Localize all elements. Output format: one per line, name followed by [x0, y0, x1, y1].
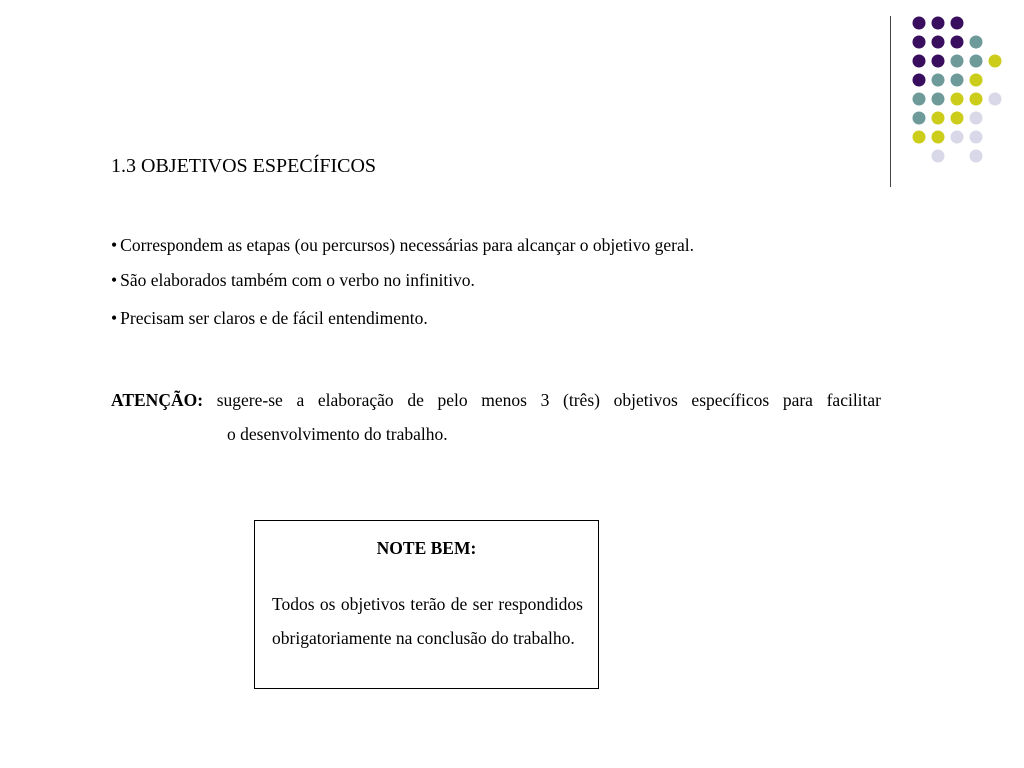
decorative-dot: [913, 36, 926, 49]
decorative-dot: [913, 55, 926, 68]
bullet-text: Precisam ser claros e de fácil entendimento.: [120, 308, 428, 328]
decorative-dot: [932, 36, 945, 49]
decorative-dot: [951, 36, 964, 49]
decorative-dot: [951, 74, 964, 87]
decorative-dot: [970, 93, 983, 106]
decorative-dot: [913, 74, 926, 87]
decorative-dot: [913, 112, 926, 125]
decorative-dot: [913, 17, 926, 30]
decorative-dot: [951, 112, 964, 125]
decorative-dot: [932, 74, 945, 87]
note-body: Todos os objetivos terão de ser respondidos obrigatoriamente na conclusão do trabalho.: [272, 594, 583, 648]
section-heading: 1.3 OBJETIVOS ESPECÍFICOS: [111, 155, 377, 177]
note-title: NOTE BEM:: [376, 538, 477, 558]
decorative-dot: [970, 36, 983, 49]
decorative-dot-grid: [900, 12, 1010, 172]
attention-label: ATENÇÃO:: [111, 390, 204, 410]
decorative-dot: [932, 131, 945, 144]
decorative-dot: [913, 93, 926, 106]
bullet-text: Correspondem as etapas (ou percursos) necessárias para alcançar o objetivo geral.: [120, 235, 694, 255]
decorative-dot: [913, 131, 926, 144]
decorative-dot: [932, 150, 945, 163]
bullet-item: [111, 270, 475, 291]
attention-first-line: [111, 383, 881, 417]
decorative-dot: [951, 55, 964, 68]
decorative-dot: [970, 150, 983, 163]
decorative-dot: [951, 131, 964, 144]
bullet-item: [111, 235, 694, 256]
decorative-dot: [970, 74, 983, 87]
bullet-icon: •: [111, 270, 118, 290]
decorative-dot: [970, 55, 983, 68]
decorative-vertical-line: [890, 16, 891, 187]
bullet-text: São elaborados também com o verbo no infinitivo.: [120, 270, 475, 290]
attention-paragraph: [111, 383, 881, 451]
decorative-dot: [932, 17, 945, 30]
decorative-dot: [951, 17, 964, 30]
decorative-dot: [970, 131, 983, 144]
decorative-dot: [970, 112, 983, 125]
attention-text-line1: sugere-se a elaboração de pelo menos 3 (três) objetivos específicos para facilitar: [216, 390, 882, 410]
decorative-dot: [989, 93, 1002, 106]
note-box: [254, 520, 599, 689]
attention-text-line2: o desenvolvimento do trabalho.: [227, 424, 448, 444]
decorative-dot: [932, 55, 945, 68]
bullet-item: [111, 308, 428, 329]
decorative-dot: [951, 93, 964, 106]
decorative-dot: [989, 55, 1002, 68]
decorative-dot: [932, 112, 945, 125]
decorative-dot: [932, 93, 945, 106]
bullet-icon: •: [111, 235, 118, 255]
bullet-icon: •: [111, 308, 118, 328]
